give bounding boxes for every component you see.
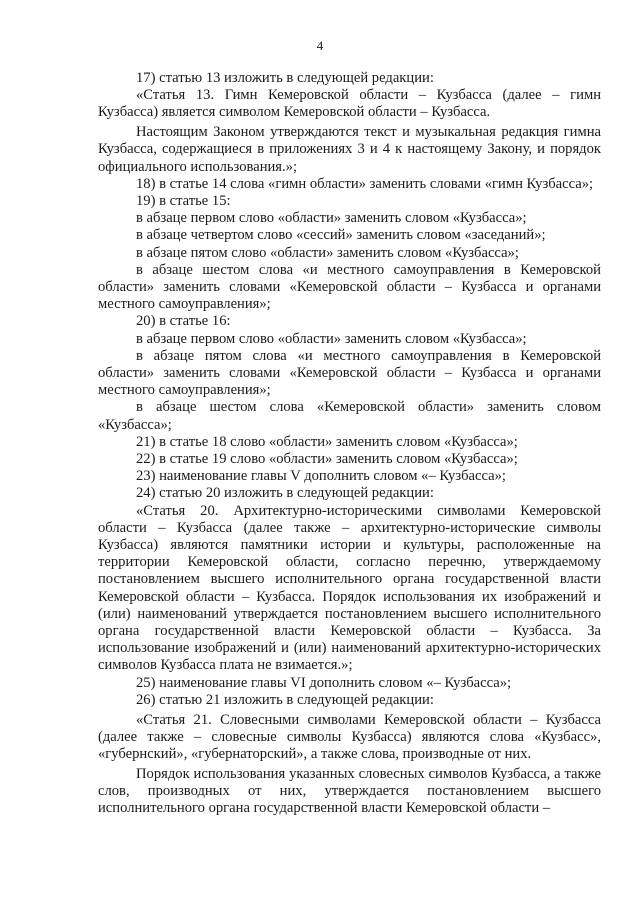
- document-body: [98, 70, 601, 817]
- paragraph: в абзаце первом слово «области» заменить словом «Кузбасса»;: [136, 330, 527, 347]
- paragraph: в абзаце четвертом слово «сессий» заменить словом «заседаний»;: [136, 227, 546, 244]
- paragraph: в абзаце шестом слова «и местного самоуправления в Кемеровской области» заменить словами «Кемеровской области – Кузбасса и органами местного самоуправления»;: [98, 261, 601, 313]
- paragraph: 17) статью 13 изложить в следующей редакции:: [136, 70, 434, 86]
- paragraph: 22) в статье 19 слово «области» заменить словом «Кузбасса»;: [136, 450, 518, 467]
- paragraph: 19) в статье 15:: [136, 192, 231, 209]
- paragraph: 25) наименование главы VI дополнить словом «– Кузбасса»;: [136, 674, 512, 691]
- paragraph: 26) статью 21 изложить в следующей редакции:: [136, 691, 434, 708]
- paragraph: «Статья 13. Гимн Кемеровской области – Кузбасса (далее – гимн Кузбасса) является символом Кемеровской области – Кузбасса.: [98, 87, 601, 121]
- paragraph: «Статья 20. Архитектурно-историческими символами Кемеровской области – Кузбасса (далее также – архитектурно-исторические символы Кузбасса) являются памятники истории и культуры, расположенные на территории Кемеровской области, согласно перечню, утверждаемому постановлением высшего исполнительного органа государственной власти Кемеровской области – Кузбасса. Порядок использования их изображений и (или) наименований утверждается постановлением высшего исполнительного органа государственной власти Кемеровской области – Кузбасса. За использование изображений и (или) наименований архитектурно-исторических символов Кузбасса плата не взимается.»;: [98, 502, 601, 674]
- paragraph: в абзаце пятом слова «и местного самоуправления в Кемеровской области» заменить словами «Кемеровской области – Кузбасса и органами местного самоуправления»;: [98, 347, 601, 399]
- page-number: 4: [316, 38, 324, 53]
- paragraph: в абзаце пятом слово «области» заменить словом «Кузбасса»;: [136, 244, 519, 261]
- paragraph: 24) статью 20 изложить в следующей редакции:: [136, 485, 434, 502]
- paragraph: 23) наименование главы V дополнить словом «– Кузбасса»;: [136, 468, 506, 485]
- paragraph: Порядок использования указанных словесных символов Кузбасса, а также слов, производных от них, утверждается постановлением высшего исполнительного органа государственной власти Кемеровской области –: [98, 765, 601, 817]
- paragraph: 21) в статье 18 слово «области» заменить словом «Кузбасса»;: [136, 433, 518, 450]
- paragraph: 20) в статье 16:: [136, 313, 231, 330]
- paragraph: «Статья 21. Словесными символами Кемеровской области – Кузбасса (далее также – словесные символы Кузбасса) являются слова «Кузбасс», «губернский», «губернаторский», а также слова, производные от них.: [98, 711, 601, 762]
- paragraph: в абзаце первом слово «области» заменить словом «Кузбасса»;: [136, 210, 527, 227]
- paragraph: 18) в статье 14 слова «гимн области» заменить словами «гимн Кузбасса»;: [136, 175, 594, 192]
- paragraph: Настоящим Законом утверждаются текст и музыкальная редакция гимна Кузбасса, содержащиеся в приложениях 3 и 4 к настоящему Закону, и порядок официального использования.»;: [98, 124, 601, 175]
- paragraph: в абзаце шестом слова «Кемеровской области» заменить словом «Кузбасса»;: [98, 399, 601, 433]
